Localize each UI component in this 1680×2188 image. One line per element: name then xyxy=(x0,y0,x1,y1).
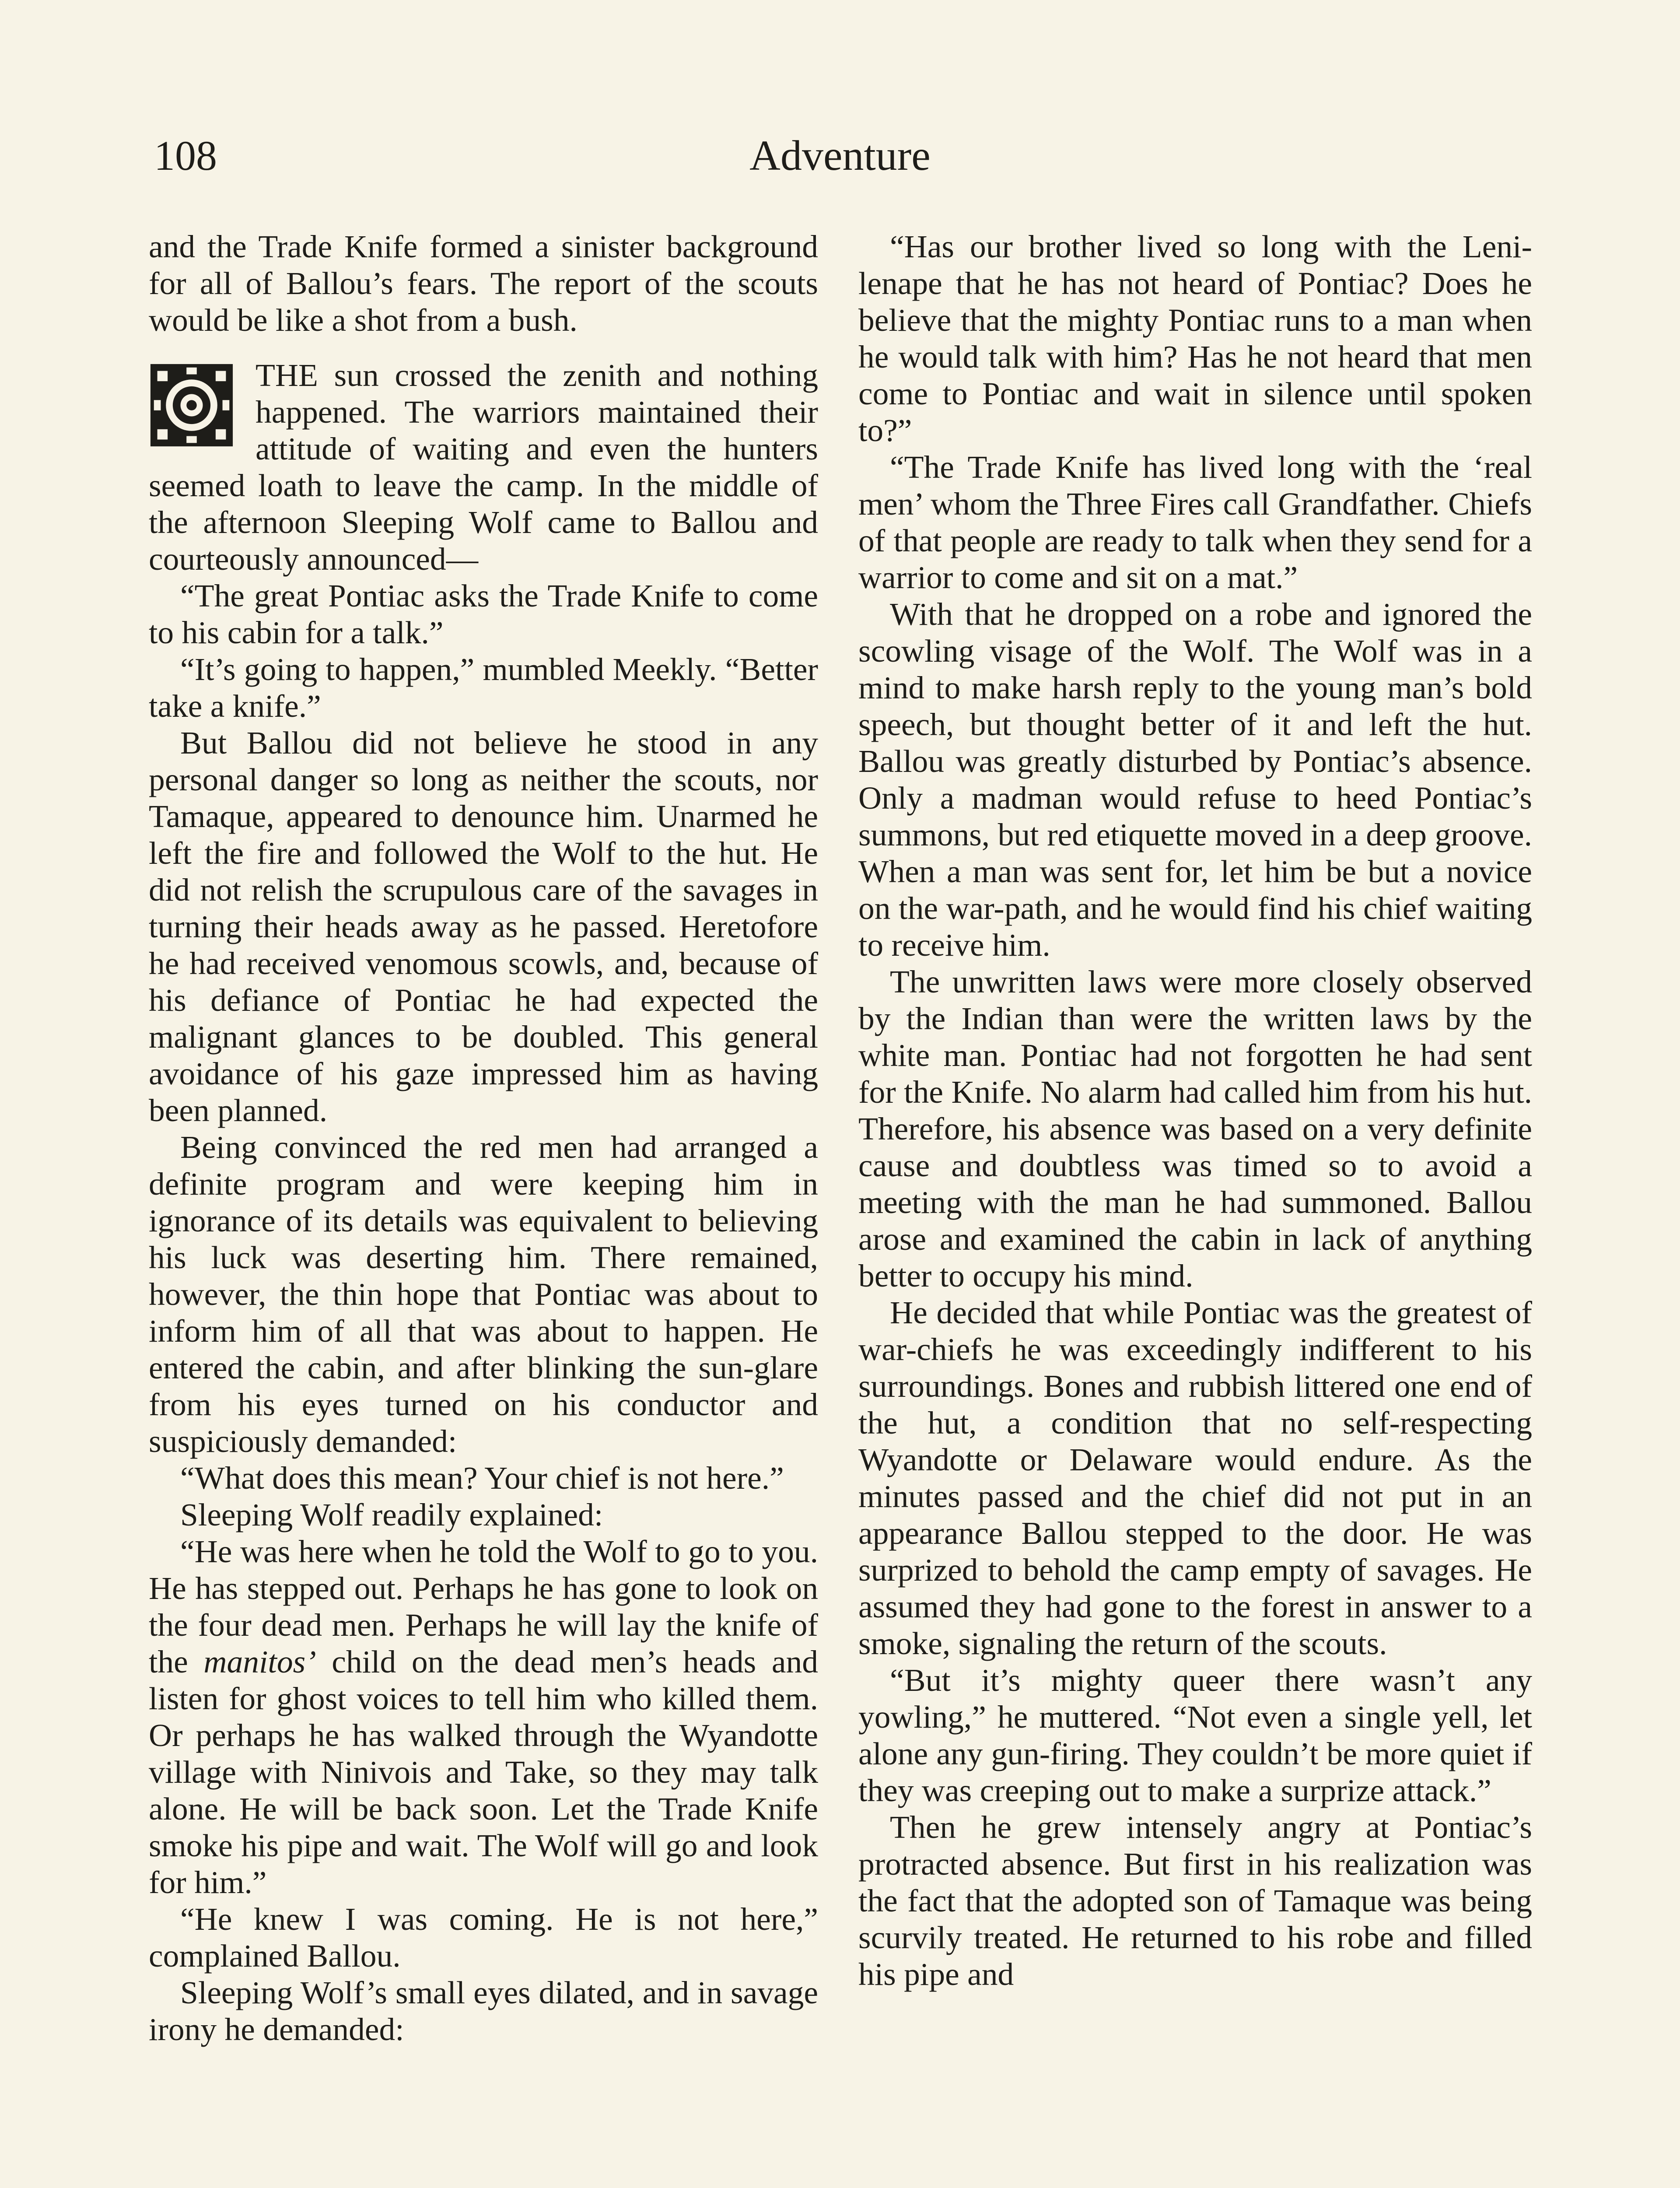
paragraph: “But it’s mighty queer there wasn’t any yowling,” he muttered. “Not even a single yell, let alone any gun-firing. They couldn’t be more quiet if they was creeping out to make a surprize attack.” xyxy=(858,1662,1532,1808)
paragraph: He decided that while Pontiac was the greatest of war-chiefs he was exceedingly indifferent to his surroundings. Bones and rubbish littered one end of the hut, a condition that no self-respecting Wyandotte or Delaware would endure. As the minutes passed and the chief did not put in an appearance Ballou stepped to the door. He was surprized to behold the camp empty of savages. He assumed they had gone to the forest in answer to a smoke, signaling the return of the scouts. xyxy=(858,1295,1532,1661)
text-run: child on the dead men’s heads and listen for ghost voices to tell him who killed them. Or perhaps he has walked through the Wyandotte village with Ninivois and Take, so they may talk alone. He will be back soon. Let the Trade Knife smoke his pipe and wait. The Wolf will go and look for him.” xyxy=(149,1644,819,1900)
paragraph: “The Trade Knife has lived long with the ‘real men’ whom the Three Fires call Grandfather. Chiefs of that people are ready to talk when they send for a warrior to come and sit on a mat.” xyxy=(858,449,1532,595)
drop-cap-ornament-icon xyxy=(149,362,234,448)
paragraph: “It’s going to happen,” mumbled Meekly. “Better take a knife.” xyxy=(149,652,818,724)
paragraph xyxy=(149,1533,818,1901)
paragraph: Sleeping Wolf readily explained: xyxy=(180,1497,603,1532)
paragraph: THE sun crossed the zenith and nothing happened. The warriors maintained their attitude of waiting and even the hunters seemed loath to leave the camp. In the middle of the afternoon Sleeping Wolf came to Ballou and courteously announced— xyxy=(149,358,818,577)
paragraph: With that he dropped on a robe and ignored the scowling visage of the Wolf. The Wolf was in a mind to make harsh reply to the young man’s bold speech, but thought better of it and left the hut. Ballou was greatly disturbed by Pontiac’s absence. Only a madman would refuse to heed Pontiac’s summons, but red etiquette moved in a deep groove. When a man was sent for, let him be but a novice on the war-path, and he would find his chief waiting to receive him. xyxy=(858,596,1532,963)
paragraph: Sleeping Wolf’s small eyes dilated, and in savage irony he demanded: xyxy=(149,1975,818,2047)
italic-word: manitos’ xyxy=(203,1644,316,1680)
paragraph: Then he grew intensely angry at Pontiac’s protracted absence. But first in his realization was the fact that the adopted son of Tamaque was being scurvily treated. He returned to his robe and filled his pipe and xyxy=(858,1809,1532,1992)
page-number: 108 xyxy=(154,132,217,179)
section-opening xyxy=(149,357,818,578)
paragraph: The unwritten laws were more closely observed by the Indian than were the written laws by the white man. Pontiac had not forgotten he had sent for the Knife. No alarm had called him from his hut. Therefore, his absence was based on a very definite cause and doubtless was timed so to avoid a meeting with the man he had summoned. Ballou arose and examined the cabin in lack of anything better to occupy his mind. xyxy=(858,964,1532,1294)
magazine-title: Adventure xyxy=(749,132,931,179)
paragraph: Being convinced the red men had arranged a definite program and were keeping him in ignorance of its details was equivalent to believing his luck was deserting him. There remained, however, the thin hope that Pontiac was about to inform him of all that was about to happen. He entered the cabin, and after blinking the sun-glare from his eyes turned on his conductor and suspiciously demanded: xyxy=(149,1129,818,1459)
left-column xyxy=(149,228,818,2048)
paragraph: But Ballou did not believe he stood in any personal danger so long as neither the scouts, nor Tamaque, appeared to denounce him. Unarmed he left the fire and followed the Wolf to the hut. He did not relish the scrupulous care of the savages in turning their heads away as he passed. Heretofore he had received venomous scowls, and, because of his defiance of Pontiac he had expected the malignant glances to be doubled. This general avoidance of his gaze impressed him as having been planned. xyxy=(149,725,818,1128)
right-column xyxy=(858,228,1532,1993)
paragraph: “What does this mean? Your chief is not here.” xyxy=(180,1460,784,1496)
paragraph: “Has our brother lived so long with the Leni-lenape that he has not heard of Pontiac? Does he believe that the mighty Pontiac runs to a man when he would talk with him? Has he not heard that men come to Pontiac and wait in silence until spoken to?” xyxy=(858,229,1532,448)
paragraph: and the Trade Knife formed a sinister background for all of Ballou’s fears. The report of the scouts would be like a shot from a bush. xyxy=(149,229,818,338)
text-run: “He was here when he told the Wolf to go to you. He has stepped out. Perhaps he has gone to look on the four dead men. Perhaps he will lay the knife of the xyxy=(149,1534,818,1680)
paragraph: “The great Pontiac asks the Trade Knife to come to his cabin for a talk.” xyxy=(149,578,818,650)
page-header xyxy=(0,131,1680,197)
paragraph: “He knew I was coming. He is not here,” complained Ballou. xyxy=(149,1901,818,1974)
